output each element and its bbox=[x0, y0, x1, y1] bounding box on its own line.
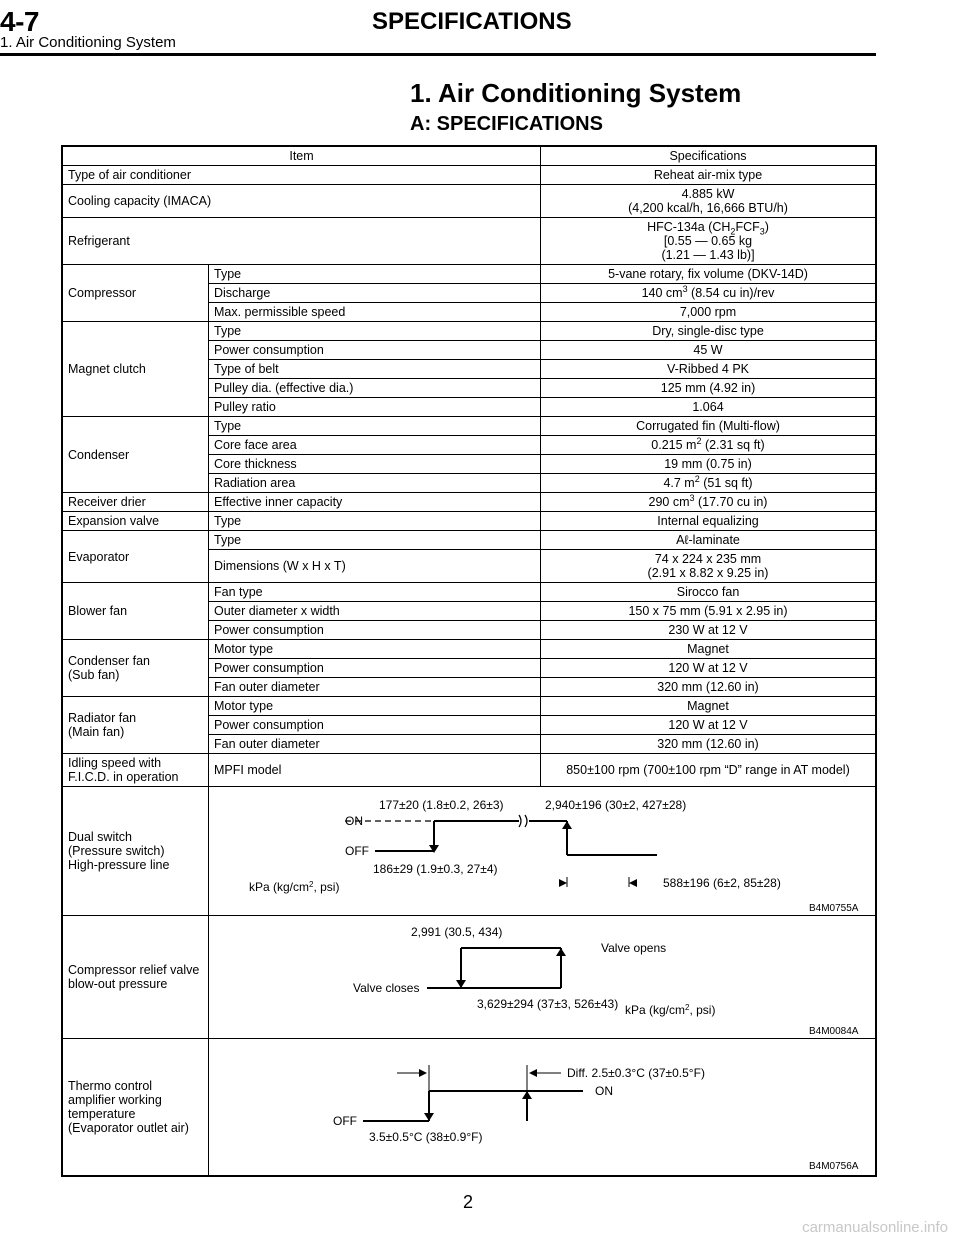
spec-cell: 125 mm (4.92 in) bbox=[541, 379, 877, 398]
spec-line: (2.91 x 8.82 x 9.25 in) bbox=[647, 566, 769, 580]
item-cell: Motor type bbox=[209, 697, 541, 716]
label-on-high: 2,940±196 (30±2, 427±28) bbox=[545, 798, 687, 812]
item-cell: Type bbox=[209, 417, 541, 436]
group-cell bbox=[62, 787, 209, 916]
item-cell: Max. permissible speed bbox=[209, 303, 541, 322]
item-cell: Radiation area bbox=[209, 474, 541, 493]
spec-text: HFC-134a (CH bbox=[647, 220, 731, 234]
spec-cell: 45 W bbox=[541, 341, 877, 360]
item-cell: Power consumption bbox=[209, 716, 541, 735]
item-cell: Type of air conditioner bbox=[62, 166, 541, 185]
label-off: OFF bbox=[333, 1114, 357, 1128]
group-cell: Condenser bbox=[62, 417, 209, 493]
superscript: 3 bbox=[682, 283, 688, 294]
item-cell: Type bbox=[209, 265, 541, 284]
group-line: Radiator fan bbox=[68, 711, 137, 725]
table-row bbox=[62, 322, 876, 341]
group-line: (Pressure switch) bbox=[68, 844, 165, 858]
spec-cell: 150 x 75 mm (5.91 x 2.95 in) bbox=[541, 602, 877, 621]
spec-cell: 7,000 rpm bbox=[541, 303, 877, 322]
group-line: Idling speed with bbox=[68, 756, 162, 770]
spec-cell: 120 W at 12 V bbox=[541, 659, 877, 678]
item-cell: Discharge bbox=[209, 284, 541, 303]
figure-code: B4M0756A bbox=[809, 1161, 859, 1172]
item-cell: Pulley ratio bbox=[209, 398, 541, 417]
label-off-temp: 3.5±0.5°C (38±0.9°F) bbox=[369, 1130, 483, 1144]
header-section-title: SPECIFICATIONS bbox=[372, 8, 572, 35]
table-row bbox=[62, 493, 876, 512]
item-cell: Power consumption bbox=[209, 341, 541, 360]
item-cell: Core face area bbox=[209, 436, 541, 455]
arrow-left-icon bbox=[629, 879, 637, 887]
col-header-item: Item bbox=[62, 146, 541, 166]
unit-text: kPa (kg/cm bbox=[249, 880, 310, 894]
group-cell: Expansion valve bbox=[62, 512, 209, 531]
page-number: 2 bbox=[462, 1192, 473, 1212]
header-subsection: 1. Air Conditioning System bbox=[0, 34, 176, 51]
relief-valve-diagram bbox=[209, 916, 875, 1038]
unit-text: , psi) bbox=[689, 1003, 716, 1017]
superscript: 2 bbox=[694, 473, 700, 484]
thermo-control-diagram-cell bbox=[209, 1039, 877, 1177]
superscript: 3 bbox=[689, 492, 695, 503]
group-cell: Magnet clutch bbox=[62, 322, 209, 417]
unit-text: , psi) bbox=[313, 880, 340, 894]
spec-cell bbox=[541, 493, 877, 512]
item-cell: Outer diameter x width bbox=[209, 602, 541, 621]
unit-label bbox=[249, 880, 339, 895]
spec-cell bbox=[541, 218, 877, 265]
spec-text: (17.70 cu in) bbox=[694, 495, 768, 509]
spec-text: (51 sq ft) bbox=[699, 476, 753, 490]
label-diff: 588±196 (6±2, 85±28) bbox=[663, 876, 781, 890]
dual-switch-diagram-cell bbox=[209, 787, 877, 916]
spec-text: 0.215 m bbox=[651, 438, 697, 452]
arrow-up-icon bbox=[522, 1091, 532, 1099]
table-row bbox=[62, 697, 876, 716]
table-row bbox=[62, 583, 876, 602]
spec-cell: 850±100 rpm (700±100 rpm “D” range in AT model) bbox=[541, 754, 877, 787]
superscript: 2 bbox=[696, 435, 702, 446]
spec-cell: Corrugated fin (Multi-flow) bbox=[541, 417, 877, 436]
figure-code: B4M0755A bbox=[809, 903, 859, 914]
group-cell bbox=[62, 1039, 209, 1177]
spec-cell: 5-vane rotary, fix volume (DKV-14D) bbox=[541, 265, 877, 284]
label-off: OFF bbox=[345, 844, 369, 858]
group-line: (Sub fan) bbox=[68, 668, 120, 682]
relief-valve-diagram-cell bbox=[209, 916, 877, 1039]
item-cell: Type bbox=[209, 512, 541, 531]
group-cell: Receiver drier bbox=[62, 493, 209, 512]
spec-cell: Magnet bbox=[541, 640, 877, 659]
group-line: High-pressure line bbox=[68, 858, 170, 872]
unit-sup: 2 bbox=[309, 879, 314, 889]
item-cell: MPFI model bbox=[209, 754, 541, 787]
spec-text: 290 cm bbox=[648, 495, 690, 509]
spec-cell: Magnet bbox=[541, 697, 877, 716]
item-cell: Fan type bbox=[209, 583, 541, 602]
group-line: F.I.C.D. in operation bbox=[68, 770, 179, 784]
spec-cell bbox=[541, 185, 877, 218]
spec-cell bbox=[541, 436, 877, 455]
spec-cell: Reheat air-mix type bbox=[541, 166, 877, 185]
arrow-right-icon bbox=[559, 879, 567, 887]
group-line: Thermo control bbox=[68, 1079, 153, 1093]
group-line: Compressor relief valve bbox=[68, 963, 200, 977]
group-cell bbox=[62, 916, 209, 1039]
watermark: carmanualsonline.info bbox=[802, 1219, 948, 1236]
group-cell: Evaporator bbox=[62, 531, 209, 583]
spec-line: (1.21 — 1.43 lb)] bbox=[661, 248, 755, 262]
header-section-number: 4-7 bbox=[0, 6, 39, 37]
table-row bbox=[62, 1039, 876, 1177]
spec-line: (4,200 kcal/h, 16,666 BTU/h) bbox=[628, 201, 788, 215]
spec-cell: 230 W at 12 V bbox=[541, 621, 877, 640]
spec-text: 140 cm bbox=[641, 286, 683, 300]
table-row bbox=[62, 218, 876, 265]
table-header-row bbox=[62, 146, 876, 166]
group-line: blow-out pressure bbox=[68, 977, 168, 991]
label-on: ON bbox=[345, 814, 363, 828]
item-cell: Cooling capacity (IMACA) bbox=[62, 185, 541, 218]
group-line: amplifier working bbox=[68, 1093, 162, 1107]
spec-cell bbox=[541, 474, 877, 493]
arrow-down-icon bbox=[424, 1113, 434, 1121]
spec-text: (8.54 cu in)/rev bbox=[687, 286, 775, 300]
spec-table bbox=[61, 145, 877, 1177]
table-row bbox=[62, 916, 876, 1039]
label-closes: Valve closes bbox=[353, 981, 420, 995]
group-cell bbox=[62, 697, 209, 754]
table-row bbox=[62, 531, 876, 550]
table-row bbox=[62, 640, 876, 659]
group-line: (Main fan) bbox=[68, 725, 125, 739]
label-top: 2,991 (30.5, 434) bbox=[411, 925, 503, 939]
table-row bbox=[62, 185, 876, 218]
spec-cell: 1.064 bbox=[541, 398, 877, 417]
item-cell: Refrigerant bbox=[62, 218, 541, 265]
arrow-up-icon bbox=[556, 948, 566, 956]
group-cell bbox=[62, 640, 209, 697]
thermo-control-diagram bbox=[209, 1039, 875, 1175]
item-cell: Motor type bbox=[209, 640, 541, 659]
table-row bbox=[62, 754, 876, 787]
spec-text: FCF bbox=[735, 220, 760, 234]
item-cell: Power consumption bbox=[209, 621, 541, 640]
arrow-left-icon bbox=[529, 1069, 537, 1077]
table-row bbox=[62, 417, 876, 436]
group-cell: Compressor bbox=[62, 265, 209, 322]
spec-cell bbox=[541, 550, 877, 583]
spec-text: 4.7 m bbox=[663, 476, 695, 490]
group-line: Dual switch bbox=[68, 830, 132, 844]
label-off-low: 186±29 (1.9±0.3, 27±4) bbox=[373, 862, 498, 876]
table-row bbox=[62, 512, 876, 531]
spec-line: 4.885 kW bbox=[681, 187, 735, 201]
page-title: 1. Air Conditioning System bbox=[410, 78, 742, 108]
subscript: 3 bbox=[759, 226, 765, 237]
item-cell: Power consumption bbox=[209, 659, 541, 678]
table-row bbox=[62, 787, 876, 916]
spec-cell: Internal equalizing bbox=[541, 512, 877, 531]
label-on: ON bbox=[595, 1084, 613, 1098]
item-cell: Fan outer diameter bbox=[209, 678, 541, 697]
spec-line: 74 x 224 x 235 mm bbox=[654, 552, 762, 566]
item-cell: Core thickness bbox=[209, 455, 541, 474]
figure-code: B4M0084A bbox=[809, 1026, 859, 1037]
label-opens: Valve opens bbox=[601, 941, 667, 955]
spec-cell bbox=[541, 284, 877, 303]
header-rule bbox=[0, 53, 876, 56]
spec-cell: 19 mm (0.75 in) bbox=[541, 455, 877, 474]
label-diff: Diff. 2.5±0.3°C (37±0.5°F) bbox=[567, 1066, 705, 1080]
table-row bbox=[62, 166, 876, 185]
spec-line: [0.55 — 0.65 kg bbox=[663, 234, 753, 248]
unit-text: kPa (kg/cm bbox=[625, 1003, 686, 1017]
unit-label bbox=[625, 1003, 715, 1018]
item-cell: Type bbox=[209, 322, 541, 341]
arrow-up-icon bbox=[562, 821, 572, 829]
item-cell: Fan outer diameter bbox=[209, 735, 541, 754]
spec-cell: 120 W at 12 V bbox=[541, 716, 877, 735]
label-on-low: 177±20 (1.8±0.2, 26±3) bbox=[379, 798, 504, 812]
page-subtitle: A: SPECIFICATIONS bbox=[410, 113, 603, 135]
label-bottom: 3,629±294 (37±3, 526±43) bbox=[477, 997, 619, 1011]
spec-text: ) bbox=[764, 220, 769, 234]
group-cell bbox=[62, 754, 209, 787]
spec-text: (2.31 sq ft) bbox=[701, 438, 765, 452]
dual-switch-diagram bbox=[209, 787, 875, 915]
item-cell: Dimensions (W x H x T) bbox=[209, 550, 541, 583]
subscript: 2 bbox=[730, 226, 736, 237]
spec-cell: V-Ribbed 4 PK bbox=[541, 360, 877, 379]
group-line: (Evaporator outlet air) bbox=[68, 1121, 189, 1135]
group-cell: Blower fan bbox=[62, 583, 209, 640]
spec-cell: 320 mm (12.60 in) bbox=[541, 678, 877, 697]
item-cell: Effective inner capacity bbox=[209, 493, 541, 512]
group-line: temperature bbox=[68, 1107, 136, 1121]
group-line: Condenser fan bbox=[68, 654, 151, 668]
col-header-spec: Specifications bbox=[541, 146, 877, 166]
item-cell: Pulley dia. (effective dia.) bbox=[209, 379, 541, 398]
spec-cell: 320 mm (12.60 in) bbox=[541, 735, 877, 754]
spec-cell: Dry, single-disc type bbox=[541, 322, 877, 341]
spec-cell: Aℓ-laminate bbox=[541, 531, 877, 550]
item-cell: Type of belt bbox=[209, 360, 541, 379]
spec-cell: Sirocco fan bbox=[541, 583, 877, 602]
unit-sup: 2 bbox=[685, 1002, 690, 1012]
item-cell: Type bbox=[209, 531, 541, 550]
break-symbol bbox=[519, 815, 527, 827]
table-row bbox=[62, 265, 876, 284]
arrow-down-icon bbox=[456, 980, 466, 988]
